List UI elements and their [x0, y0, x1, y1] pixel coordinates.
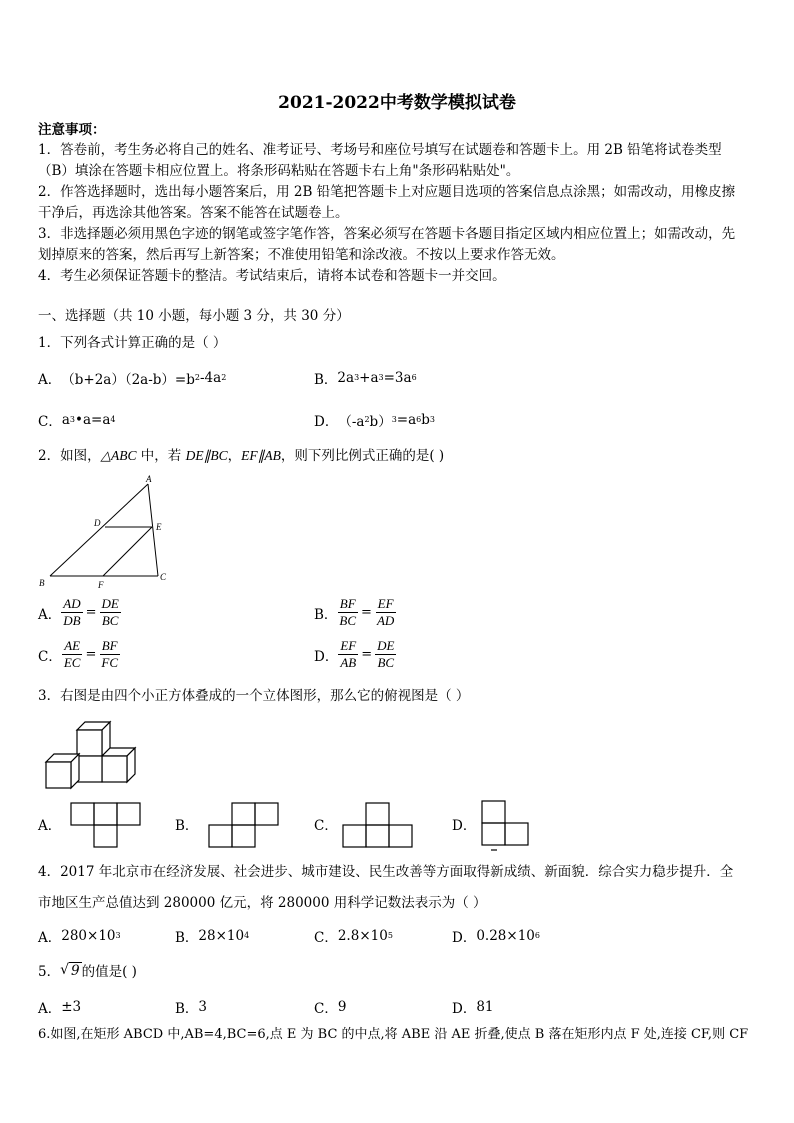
fraction: $\frac{AD}{DB}$ — [63, 596, 81, 628]
notice-line: 1．答卷前，考生务必将自己的姓名、准考证号、考场号和座位号填写在试题卷和答题卡上。用 2B 铅笔将试卷类型 — [38, 142, 722, 158]
q4-option-b[interactable]: B． 28×10 4 — [175, 928, 250, 946]
q3-option-a-label[interactable]: A． — [38, 818, 62, 834]
q3-option-b-figure[interactable] — [208, 802, 280, 850]
fraction: $\frac{EF}{AD}$ — [376, 596, 395, 628]
q1-option-a[interactable]: A． （b+2a）（2a-b）=b 2 -4a 2 — [38, 370, 227, 388]
q5-option-c[interactable]: C． 9 — [314, 999, 347, 1017]
fraction: $\frac{BF}{FC}$ — [101, 638, 118, 670]
q3-option-c-label[interactable]: C． — [314, 818, 338, 834]
q2-option-b[interactable]: B． $\frac{BF}{BC}$ = $\frac{EF}{AD}$ — [314, 596, 395, 628]
q3-option-b-label[interactable]: B． — [175, 818, 199, 834]
notice-line: 干净后，再选涂其他答案。答案不能答在试题卷上。 — [38, 205, 349, 221]
q5-option-d[interactable]: D． 81 — [452, 999, 494, 1017]
q3-option-d-label[interactable]: D． — [452, 818, 477, 834]
label-c: C — [160, 572, 167, 582]
q2-option-a[interactable]: A． $\frac{AD}{DB}$ = $\frac{DE}{BC}$ — [38, 596, 119, 628]
q1-option-c[interactable]: C． a 3 •a=a 4 — [38, 412, 116, 430]
question-4-line: 4．2017 年北京市在经济发展、社会进步、城市建设、民生改善等方面取得新成绩、新面貌．综合实力稳步提升．全 — [38, 864, 734, 880]
q2-option-d[interactable]: D． $\frac{EF}{AB}$ = $\frac{DE}{BC}$ — [314, 638, 395, 670]
cube-stack-figure — [40, 718, 140, 794]
notice-line: 3．非选择题必须用黑色字迹的钢笔或签字笔作答，答案必须写在答题卡各题目指定区域内相应位置上；如需改动，先 — [38, 226, 736, 242]
sqrt-icon: √ — [60, 962, 70, 978]
question-3-stem: 3．右图是由四个小正方体叠成的一个立体图形，那么它的俯视图是（ ） — [38, 688, 470, 704]
question-4-line: 市地区生产总值达到 280000 亿元，将 280000 用科学记数法表示为（ ） — [38, 895, 487, 911]
label-d: D — [94, 518, 101, 528]
page-title: 2021-2022中考数学模拟试卷 — [278, 93, 516, 113]
label-e: E — [156, 522, 162, 532]
q5-option-a[interactable]: A． ±3 — [38, 999, 82, 1017]
q1-option-b[interactable]: B． 2a 3 +a 3 =3a 6 — [314, 370, 417, 388]
q3-option-c-figure[interactable] — [342, 802, 414, 850]
fraction: $\frac{DE}{BC}$ — [101, 596, 119, 628]
fraction: $\frac{AE}{EC}$ — [63, 638, 81, 670]
q2-option-c[interactable]: C． $\frac{AE}{EC}$ = $\frac{BF}{FC}$ — [38, 638, 118, 670]
q3-option-a-figure[interactable] — [70, 802, 142, 850]
notice-line: 4．考生必须保证答题卡的整洁。考试结束后，请将本试卷和答题卡一并交回。 — [38, 268, 506, 284]
q4-option-d[interactable]: D． 0.28×10 6 — [452, 928, 540, 946]
notice-heading: 注意事项： — [38, 122, 106, 138]
question-1-stem: 1．下列各式计算正确的是（ ） — [38, 335, 227, 351]
segment-ab — [50, 484, 148, 576]
notice-line: 划掉原来的答案，然后再写上新答案；不准使用铅笔和涂改液。不按以上要求作答无效。 — [38, 247, 565, 263]
fraction: $\frac{BF}{BC}$ — [339, 596, 357, 628]
question-5-stem: 5． √ 9 的值是( ) — [38, 962, 137, 980]
q4-option-a[interactable]: A． 280×10 3 — [38, 928, 121, 946]
label-b: B — [39, 578, 45, 588]
fraction: $\frac{EF}{AB}$ — [340, 638, 357, 670]
q3-option-d-figure[interactable] — [481, 800, 531, 852]
fraction: $\frac{DE}{BC}$ — [377, 638, 395, 670]
notice-line: （B）填涂在答题卡相应位置上。将条形码粘贴在答题卡右上角"条形码粘贴处"。 — [38, 163, 520, 179]
triangle-figure — [36, 472, 176, 592]
question-2-stem: 2．如图，△ABC 中，若 DE∥BC，EF∥AB，则下列比例式正确的是( ) — [38, 448, 445, 464]
q4-option-c[interactable]: C． 2.8×10 5 — [314, 928, 393, 946]
segment-ef — [103, 527, 152, 576]
label-a: A — [146, 474, 152, 484]
q5-option-b[interactable]: B． 3 — [175, 999, 208, 1017]
notice-line: 2．作答选择题时，选出每小题答案后，用 2B 铅笔把答题卡上对应题目选项的答案信息点涂黑；如需改动，用橡皮擦 — [38, 184, 736, 200]
q1-option-d[interactable]: D． （-a 2 b） 3 =a 6 b 3 — [314, 412, 436, 430]
section-heading: 一、选择题（共 10 小题，每小题 3 分，共 30 分） — [38, 308, 350, 324]
question-6-stem: 6.如图,在矩形 ABCD 中,AB=4,BC=6,点 E 为 BC 的中点,将 ABE 沿 AE 折叠,使点 B 落在矩形内点 F 处,连接 CF,则 CF — [38, 1027, 749, 1042]
label-f: F — [98, 580, 104, 590]
